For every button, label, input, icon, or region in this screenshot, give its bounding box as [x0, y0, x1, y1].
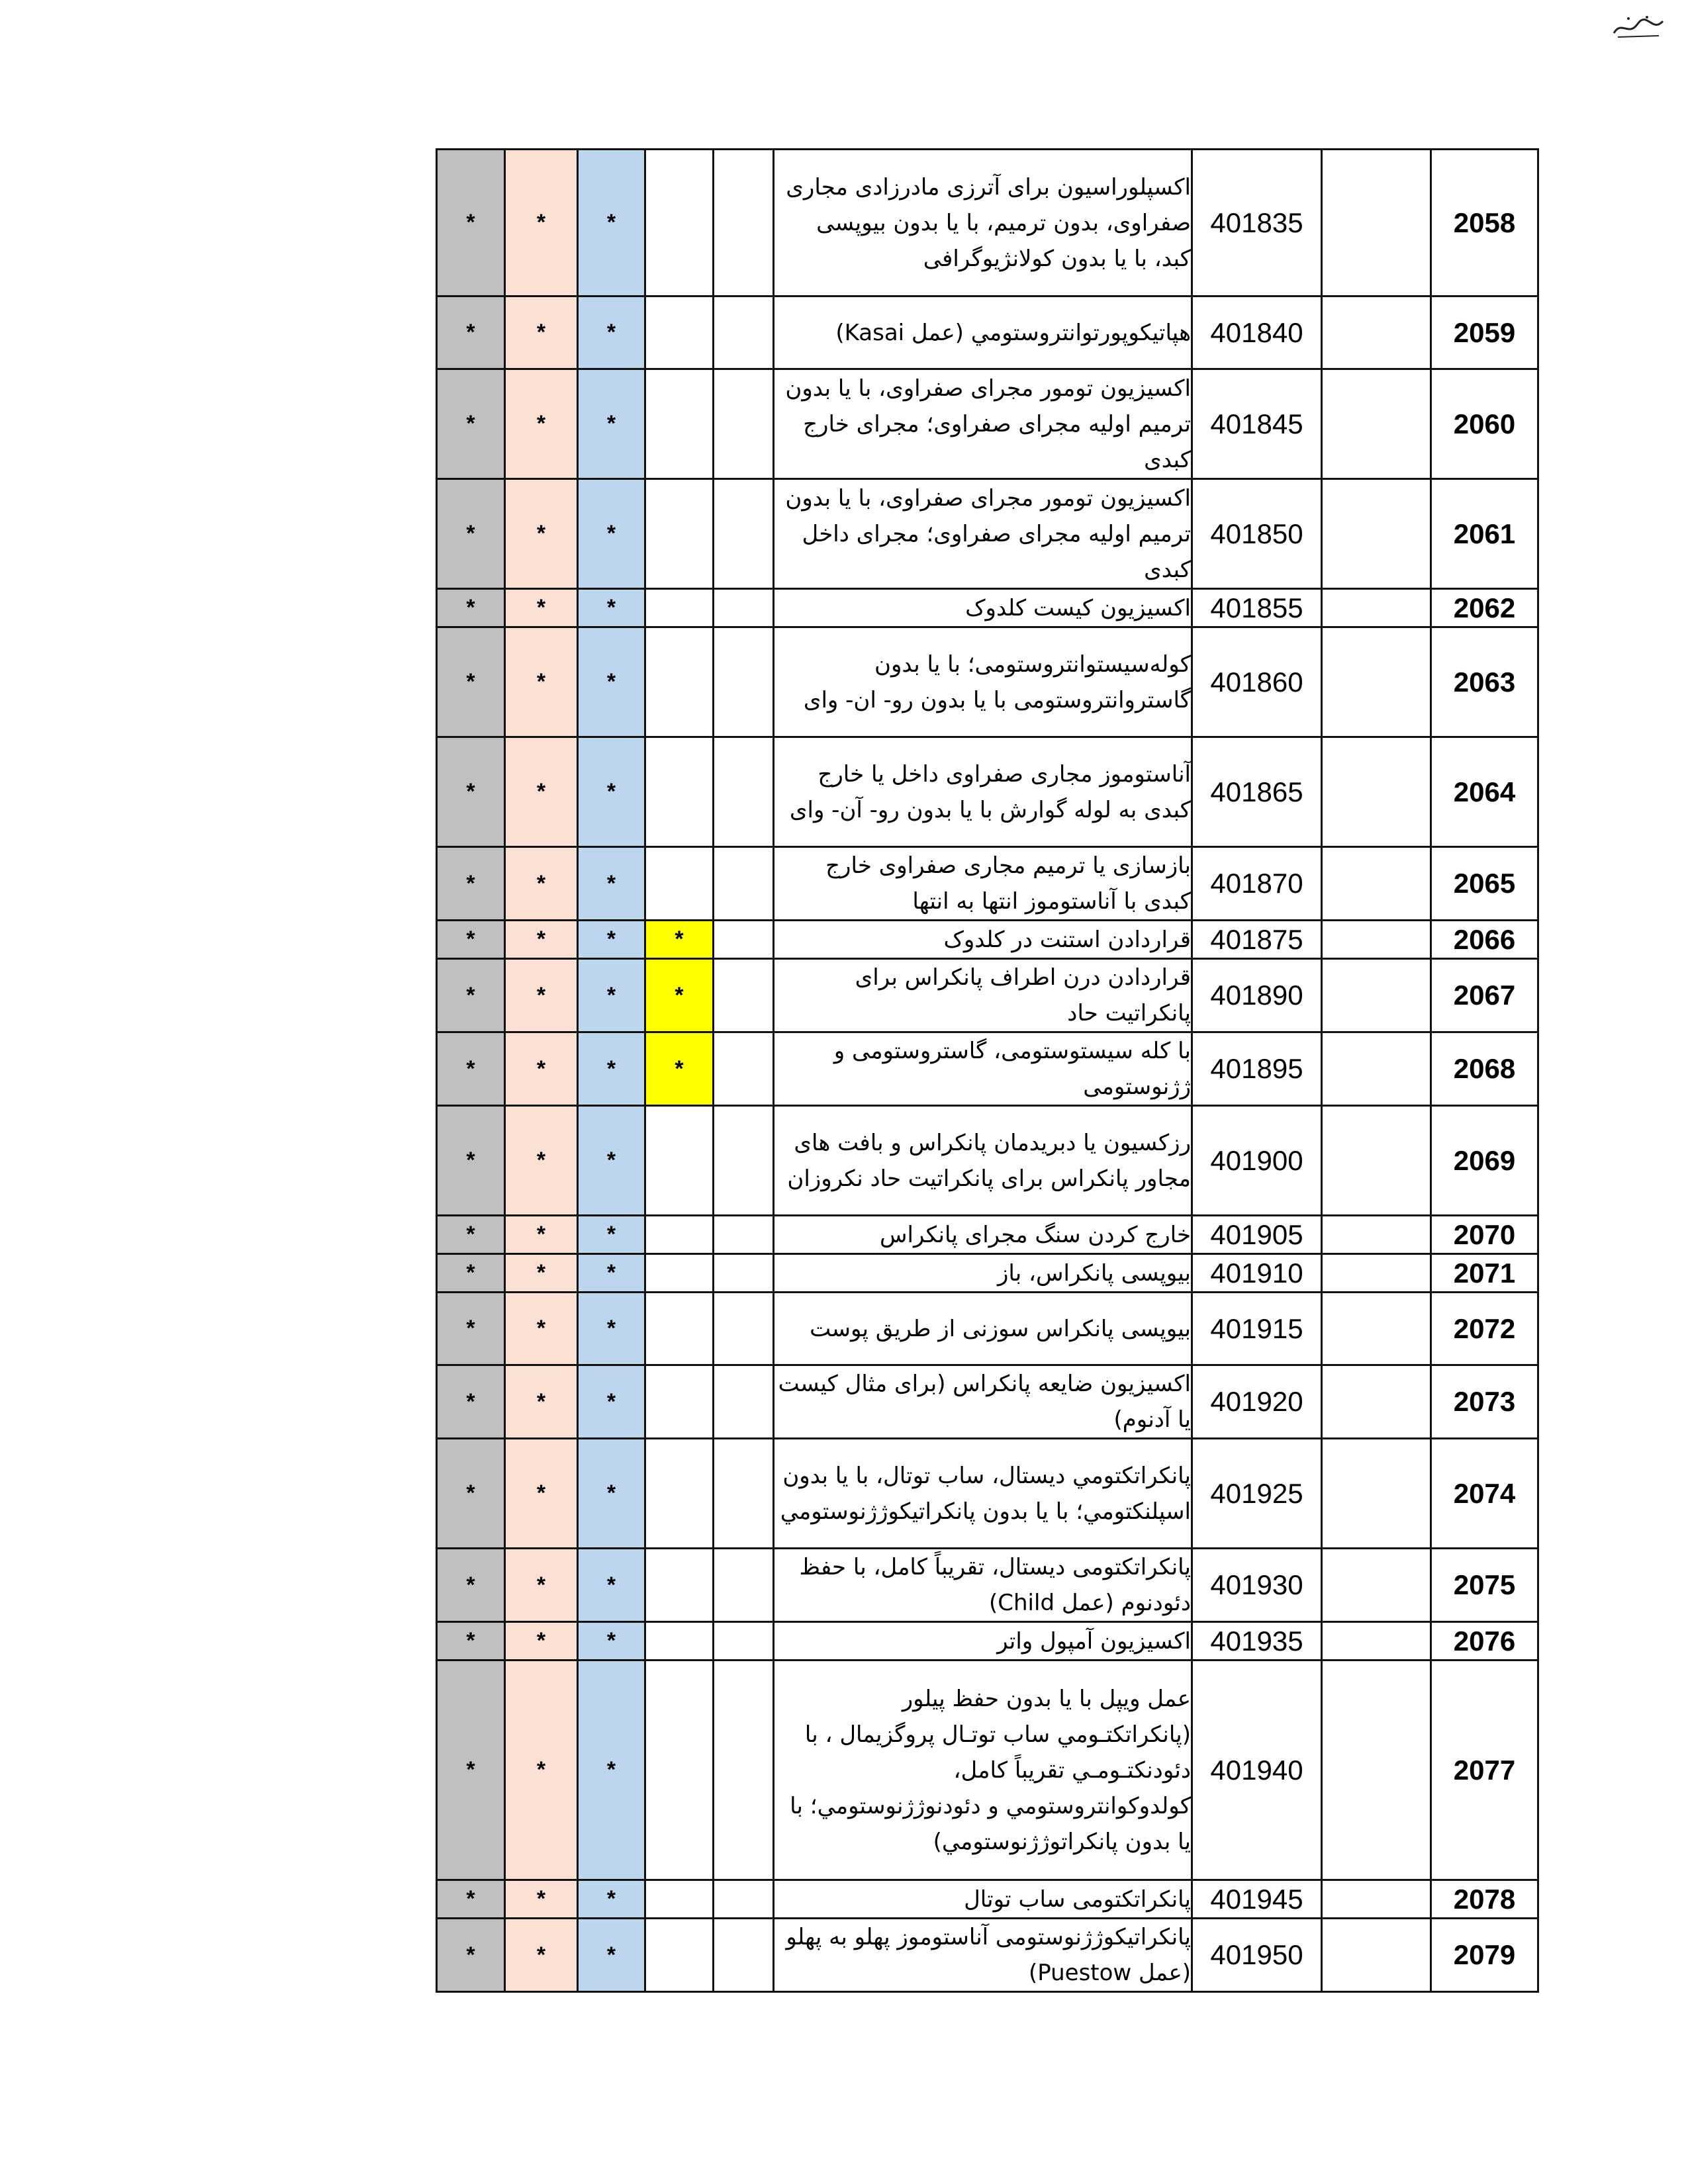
mark-cell-yellow — [645, 1293, 714, 1365]
mark-cell-blue: * — [578, 1032, 645, 1106]
mark-cell-peach: * — [505, 589, 578, 627]
mark-cell-peach: * — [505, 921, 578, 959]
mark-cell-yellow — [645, 1880, 714, 1919]
mark-cell-grey: * — [437, 150, 505, 296]
procedure-code: 401950 — [1192, 1919, 1322, 1992]
row-number: 2062 — [1431, 589, 1538, 627]
mark-cell-peach: * — [505, 1439, 578, 1549]
mark-cell-blank — [714, 1880, 774, 1919]
empty-cell — [1322, 296, 1431, 369]
row-number: 2073 — [1431, 1365, 1538, 1439]
procedure-code: 401920 — [1192, 1365, 1322, 1439]
table-row — [437, 1293, 1538, 1365]
row-number: 2072 — [1431, 1293, 1538, 1365]
procedure-description: اکسیزیون تومور مجرای صفراوی، با یا بدون ترمیم اولیه مجرای صفراوی؛ مجرای داخل کبدی — [774, 479, 1192, 589]
procedure-code: 401890 — [1192, 959, 1322, 1032]
empty-cell — [1322, 1106, 1431, 1216]
procedure-code: 401860 — [1192, 627, 1322, 737]
mark-cell-peach: * — [505, 1880, 578, 1919]
mark-cell-peach: * — [505, 627, 578, 737]
table-row — [437, 1032, 1538, 1106]
mark-cell-yellow — [645, 1661, 714, 1880]
mark-cell-blue: * — [578, 627, 645, 737]
procedure-code: 401855 — [1192, 589, 1322, 627]
mark-cell-blank — [714, 959, 774, 1032]
mark-cell-peach: * — [505, 369, 578, 479]
mark-cell-yellow: * — [645, 959, 714, 1032]
mark-cell-grey: * — [437, 1622, 505, 1661]
mark-cell-yellow — [645, 369, 714, 479]
mark-cell-grey: * — [437, 479, 505, 589]
mark-cell-grey: * — [437, 369, 505, 479]
mark-cell-yellow — [645, 589, 714, 627]
mark-cell-blue: * — [578, 1549, 645, 1622]
procedure-code: 401850 — [1192, 479, 1322, 589]
row-number: 2071 — [1431, 1254, 1538, 1293]
mark-cell-peach: * — [505, 1365, 578, 1439]
mark-cell-blank — [714, 479, 774, 589]
mark-cell-blank — [714, 1254, 774, 1293]
procedure-description: پانکراتیکوژژنوستومی آناستوموز پهلو به پهلو (عمل Puestow) — [774, 1919, 1192, 1992]
mark-cell-peach: * — [505, 1919, 578, 1992]
mark-cell-peach: * — [505, 1549, 578, 1622]
mark-cell-blank — [714, 1365, 774, 1439]
mark-cell-yellow — [645, 1439, 714, 1549]
mark-cell-blue: * — [578, 1293, 645, 1365]
row-number: 2063 — [1431, 627, 1538, 737]
mark-cell-blank — [714, 1661, 774, 1880]
mark-cell-peach: * — [505, 479, 578, 589]
empty-cell — [1322, 150, 1431, 296]
table-row — [437, 627, 1538, 737]
row-number: 2078 — [1431, 1880, 1538, 1919]
mark-cell-blue: * — [578, 1439, 645, 1549]
mark-cell-grey: * — [437, 1216, 505, 1254]
row-number: 2060 — [1431, 369, 1538, 479]
mark-cell-blank — [714, 1216, 774, 1254]
table-row — [437, 1622, 1538, 1661]
mark-cell-grey: * — [437, 921, 505, 959]
row-number: 2070 — [1431, 1216, 1538, 1254]
mark-cell-yellow — [645, 1622, 714, 1661]
row-number: 2076 — [1431, 1622, 1538, 1661]
mark-cell-yellow — [645, 1365, 714, 1439]
row-number: 2066 — [1431, 921, 1538, 959]
mark-cell-yellow — [645, 1106, 714, 1216]
procedure-code: 401935 — [1192, 1622, 1322, 1661]
empty-cell — [1322, 1216, 1431, 1254]
table-row — [437, 150, 1538, 296]
mark-cell-yellow — [645, 627, 714, 737]
mark-cell-blue: * — [578, 847, 645, 921]
mark-cell-blue: * — [578, 150, 645, 296]
mark-cell-peach: * — [505, 1661, 578, 1880]
mark-cell-grey: * — [437, 737, 505, 847]
tabnak-logo — [1609, 13, 1668, 42]
row-number: 2077 — [1431, 1661, 1538, 1880]
procedure-code: 401910 — [1192, 1254, 1322, 1293]
table-row — [437, 959, 1538, 1032]
procedure-code: 401865 — [1192, 737, 1322, 847]
procedure-code: 401870 — [1192, 847, 1322, 921]
empty-cell — [1322, 1549, 1431, 1622]
mark-cell-blank — [714, 150, 774, 296]
table-row — [437, 1216, 1538, 1254]
mark-cell-blue: * — [578, 1661, 645, 1880]
mark-cell-blank — [714, 369, 774, 479]
procedure-code: 401845 — [1192, 369, 1322, 479]
mark-cell-blue: * — [578, 1216, 645, 1254]
empty-cell — [1322, 627, 1431, 737]
procedure-description: پانکراتکتومی ساب توتال — [774, 1880, 1192, 1919]
mark-cell-yellow — [645, 296, 714, 369]
procedure-description: آناستوموز مجاری صفراوی داخل یا خارج کبدی به لوله گوارش با یا بدون رو- آن- وای — [774, 737, 1192, 847]
table-row — [437, 1549, 1538, 1622]
mark-cell-peach: * — [505, 1106, 578, 1216]
empty-cell — [1322, 737, 1431, 847]
procedure-description: اکسیزیون ضایعه پانکراس (برای مثال کیست یا آدنوم) — [774, 1365, 1192, 1439]
mark-cell-peach: * — [505, 737, 578, 847]
mark-cell-blank — [714, 627, 774, 737]
procedure-description: قراردادن استنت در کلدوک — [774, 921, 1192, 959]
procedure-code: 401875 — [1192, 921, 1322, 959]
tariff-table — [436, 148, 1539, 1993]
mark-cell-blue: * — [578, 959, 645, 1032]
table-row — [437, 1919, 1538, 1992]
empty-cell — [1322, 1439, 1431, 1549]
mark-cell-yellow: * — [645, 1032, 714, 1106]
row-number: 2061 — [1431, 479, 1538, 589]
procedure-description: هپاتیکوپورتوانتروستومي (عمل Kasai) — [774, 296, 1192, 369]
procedure-code: 401900 — [1192, 1106, 1322, 1216]
table-row — [437, 1661, 1538, 1880]
mark-cell-grey: * — [437, 1106, 505, 1216]
row-number: 2065 — [1431, 847, 1538, 921]
mark-cell-grey: * — [437, 1661, 505, 1880]
empty-cell — [1322, 847, 1431, 921]
procedure-code: 401940 — [1192, 1661, 1322, 1880]
procedure-code: 401915 — [1192, 1293, 1322, 1365]
procedure-description: پانکراتکتومي دیستال، ساب توتال، با یا بدون اسپلنکتومي؛ با یا بدون پانکراتیکوژژنوستومي — [774, 1439, 1192, 1549]
mark-cell-grey: * — [437, 1365, 505, 1439]
mark-cell-peach: * — [505, 1032, 578, 1106]
row-number: 2059 — [1431, 296, 1538, 369]
mark-cell-blue: * — [578, 1622, 645, 1661]
mark-cell-peach: * — [505, 1254, 578, 1293]
procedure-description: کوله‌سیستوانتروستومی؛ با یا بدون گاستروانتروستومی با یا بدون رو- ان- وای — [774, 627, 1192, 737]
empty-cell — [1322, 1365, 1431, 1439]
procedure-code: 401840 — [1192, 296, 1322, 369]
mark-cell-blue: * — [578, 737, 645, 847]
row-number: 2068 — [1431, 1032, 1538, 1106]
procedure-description: رزکسیون یا دبریدمان پانکراس و بافت های مجاور پانکراس برای پانکراتیت حاد نکروزان — [774, 1106, 1192, 1216]
mark-cell-blank — [714, 589, 774, 627]
mark-cell-blue: * — [578, 1880, 645, 1919]
mark-cell-blue: * — [578, 589, 645, 627]
mark-cell-grey: * — [437, 296, 505, 369]
empty-cell — [1322, 589, 1431, 627]
mark-cell-grey: * — [437, 1880, 505, 1919]
table-row — [437, 847, 1538, 921]
table-row — [437, 921, 1538, 959]
mark-cell-blank — [714, 1919, 774, 1992]
mark-cell-peach: * — [505, 150, 578, 296]
mark-cell-blue: * — [578, 1106, 645, 1216]
mark-cell-blank — [714, 1032, 774, 1106]
mark-cell-yellow — [645, 479, 714, 589]
mark-cell-peach: * — [505, 296, 578, 369]
row-number: 2064 — [1431, 737, 1538, 847]
mark-cell-yellow: * — [645, 921, 714, 959]
mark-cell-blue: * — [578, 296, 645, 369]
procedure-description: اکسیزیون کیست کلدوک — [774, 589, 1192, 627]
mark-cell-yellow — [645, 1216, 714, 1254]
mark-cell-blank — [714, 1439, 774, 1549]
procedure-code: 401905 — [1192, 1216, 1322, 1254]
row-number: 2074 — [1431, 1439, 1538, 1549]
mark-cell-peach: * — [505, 1293, 578, 1365]
empty-cell — [1322, 1032, 1431, 1106]
table-row — [437, 737, 1538, 847]
mark-cell-yellow — [645, 1254, 714, 1293]
empty-cell — [1322, 921, 1431, 959]
table-row — [437, 1365, 1538, 1439]
mark-cell-blank — [714, 1293, 774, 1365]
mark-cell-blank — [714, 1106, 774, 1216]
procedure-description: بیوپسی پانکراس، باز — [774, 1254, 1192, 1293]
mark-cell-grey: * — [437, 1254, 505, 1293]
empty-cell — [1322, 1919, 1431, 1992]
mark-cell-yellow — [645, 1919, 714, 1992]
procedure-description: اکسپلوراسیون برای آترزی مادرزادی مجاری صفراوی، بدون ترمیم، با یا بدون بیوپسی کبد، با یا بدون کولانژیوگرافی — [774, 150, 1192, 296]
procedure-description: با کله سیستوستومی، گاستروستومی و ژژنوستومی — [774, 1032, 1192, 1106]
procedure-description: اکسیزیون آمپول واتر — [774, 1622, 1192, 1661]
mark-cell-yellow — [645, 737, 714, 847]
procedure-code: 401925 — [1192, 1439, 1322, 1549]
mark-cell-grey: * — [437, 627, 505, 737]
table-row — [437, 296, 1538, 369]
procedure-description: قراردادن درن اطراف پانکراس برای پانکراتیت حاد — [774, 959, 1192, 1032]
table-row — [437, 1106, 1538, 1216]
table-row — [437, 479, 1538, 589]
row-number: 2075 — [1431, 1549, 1538, 1622]
procedure-description: پانکراتکتومی دیستال، تقریباً کامل، با حفظ دئودنوم (عمل Child) — [774, 1549, 1192, 1622]
empty-cell — [1322, 479, 1431, 589]
empty-cell — [1322, 1661, 1431, 1880]
mark-cell-grey: * — [437, 1919, 505, 1992]
table-row — [437, 1254, 1538, 1293]
row-number: 2069 — [1431, 1106, 1538, 1216]
mark-cell-grey: * — [437, 1032, 505, 1106]
table-row — [437, 1880, 1538, 1919]
mark-cell-peach: * — [505, 959, 578, 1032]
procedure-code: 401835 — [1192, 150, 1322, 296]
row-number: 2067 — [1431, 959, 1538, 1032]
mark-cell-blank — [714, 296, 774, 369]
mark-cell-blank — [714, 737, 774, 847]
procedure-description: عمل ویپل با یا بدون حفظ پیلور (پانکراتکتـومي ساب توتـال پروگزیمال ، با دئودنکتـومـي تقریباً کامل، کولدوکوانتروستومي و دئودنوژژنوستومي؛ با یا بدون پانکراتوژژنوستومي) — [774, 1661, 1192, 1880]
mark-cell-peach: * — [505, 847, 578, 921]
mark-cell-blue: * — [578, 1254, 645, 1293]
procedure-code: 401945 — [1192, 1880, 1322, 1919]
row-number: 2079 — [1431, 1919, 1538, 1992]
mark-cell-blank — [714, 921, 774, 959]
table-row — [437, 369, 1538, 479]
table-row — [437, 1439, 1538, 1549]
procedure-code: 401930 — [1192, 1549, 1322, 1622]
mark-cell-blue: * — [578, 1365, 645, 1439]
procedure-description: بازسازی یا ترمیم مجاری صفراوی خارج کبدی با آناستوموز انتها به انتها — [774, 847, 1192, 921]
empty-cell — [1322, 1293, 1431, 1365]
procedure-code: 401895 — [1192, 1032, 1322, 1106]
empty-cell — [1322, 959, 1431, 1032]
mark-cell-blank — [714, 847, 774, 921]
table-row — [437, 589, 1538, 627]
mark-cell-blue: * — [578, 479, 645, 589]
mark-cell-blank — [714, 1549, 774, 1622]
mark-cell-grey: * — [437, 1293, 505, 1365]
mark-cell-peach: * — [505, 1622, 578, 1661]
mark-cell-blue: * — [578, 369, 645, 479]
mark-cell-yellow — [645, 847, 714, 921]
empty-cell — [1322, 369, 1431, 479]
procedure-description: اکسیزیون تومور مجرای صفراوی، با یا بدون ترمیم اولیه مجرای صفراوی؛ مجرای خارج کبدی — [774, 369, 1192, 479]
mark-cell-blank — [714, 1622, 774, 1661]
empty-cell — [1322, 1880, 1431, 1919]
mark-cell-grey: * — [437, 1439, 505, 1549]
mark-cell-yellow — [645, 1549, 714, 1622]
row-number: 2058 — [1431, 150, 1538, 296]
empty-cell — [1322, 1254, 1431, 1293]
mark-cell-yellow — [645, 150, 714, 296]
procedure-description: خارج کردن سنگ مجرای پانکراس — [774, 1216, 1192, 1254]
mark-cell-grey: * — [437, 959, 505, 1032]
mark-cell-grey: * — [437, 847, 505, 921]
mark-cell-peach: * — [505, 1216, 578, 1254]
mark-cell-blue: * — [578, 921, 645, 959]
empty-cell — [1322, 1622, 1431, 1661]
mark-cell-blue: * — [578, 1919, 645, 1992]
procedure-description: بیوپسی پانکراس سوزنی از طریق پوست — [774, 1293, 1192, 1365]
mark-cell-grey: * — [437, 589, 505, 627]
mark-cell-grey: * — [437, 1549, 505, 1622]
